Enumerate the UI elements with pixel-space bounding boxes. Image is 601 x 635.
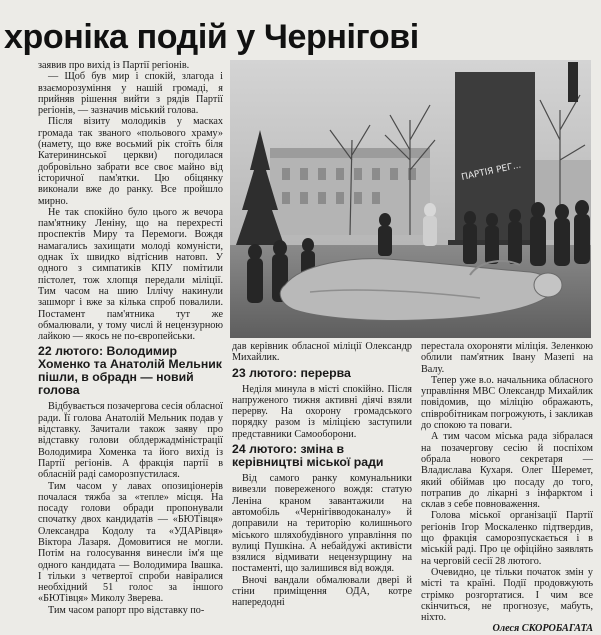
- paragraph: Тепер уже в.о. начальника обласного управління МВС Олександр Михайлик повідомив, що міліцію ображають, співробітникам погрожують, і закликав до спокою та поваги.: [421, 374, 593, 432]
- paragraph: перестала охороняти міліція. Зеленкою облили пам'ятник Івану Мазепі на Валу.: [421, 341, 593, 375]
- paragraph: Тим часом рапорт про відставку по-: [48, 604, 205, 616]
- column-3: [421, 341, 593, 635]
- news-photo: [230, 60, 591, 338]
- pedestal-graffiti: ПАРТІЯ РЕГ...: [460, 160, 523, 183]
- paragraph: Від самого ранку комунальники вивезли повереженого вождя: статую Леніна краном завантажили на автомобіль «Чернігівводоканалу» й доправили на територію колишнього міського шляхобудівного управління по вулиці Пушкіна. А небайдужі активісти взялися відмивати нецензурщину на постаменті, що залишився від вождя.: [232, 473, 412, 575]
- paragraph: Тим часом у лавах опозиціонерів почалася тяжба за «тепле» місця. На посаду голови обради пропонували спочатку двох кандидатів — «БЮТівця» Олександра Кодолу та «УДАРівця» Віктора Лазаря. Домовитися не могли. Потім на голосування винесли ім'я ще одного кандидата — Володимира Івашка. І тільки з четвертої спроби навіралися необхідний 51 голос за іншого «БЮТівця» Миколу Зверева.: [38, 480, 223, 605]
- paragraph: Відбувається позачергова сесія обласної ради. Її голова Анатолій Мельник подав у відставку. Зачитали також заяву про відставку голови облдержадміністрації Володимира Хоменка та його вихід із Партії регіонів. А фракція партії в обласній раді саморозпустилася.: [38, 401, 223, 481]
- column-2: [232, 341, 412, 609]
- paragraph: — Щоб був мир і спокій, злагода і взаєморозуміння у нашій громаді, я прийняв рішення вийти з рядів Партії регіонів, — зазначив міський голова.: [38, 71, 223, 117]
- paragraph: Після візиту молодиків у масках громада так званого «польового храму» (намету, що вже восьмий рік стоїть біля Катерининської церкви) погодилася добровільно забрати все своє майно від історичної пам'ятки. Цю обіцянку виконали вже до ранку. Все пройшло мирно.: [38, 116, 223, 207]
- page-headline: хроніка подій у Чернігові: [4, 18, 419, 56]
- toppled-lenin-monument-photo: [230, 60, 591, 338]
- paragraph: Вночі вандали обмалювали двері й стіни приміщення ОДА, котре напередодні: [232, 574, 412, 609]
- paragraph: Голова міської організації Партії регіонів Ігор Москаленко підтвердив, що фракція саморозпускається і в міській раді. Про це офіційно заявлять на черговій сесії 28 лютого.: [421, 510, 593, 567]
- paragraph: Неділя минула в місті спокійно. Після напруженого тижня активні діячі взяли перерву. На охорону громадського порядку разом із міліцією заступили представники Самооборони.: [232, 383, 412, 440]
- paragraph: Очевидно, це тільки початок змін у місті та країні. Події продовжують стрімко розгортатися. І чим все скінчиться, не прогнозує, мабуть, ніхто.: [421, 566, 593, 624]
- author-signature: Олеся СКОРОБАГАТА: [492, 623, 593, 635]
- paragraph: дав керівник обласної міліції Олександр Михайлик.: [232, 341, 412, 364]
- section-heading-feb-23: 23 лютого: перерва: [232, 365, 351, 380]
- column-1: [38, 60, 223, 616]
- section-heading-feb-22: 22 лютого: Володимир Хоменко та Анатолій Мельник пішли, в обрадн — новий голова: [38, 344, 222, 398]
- paragraph: Не так спокійно було цього ж вечора пам'ятнику Леніну, що на перехресті проспектів Миру та Перемоги. Вождя намагались захищати молоді комуністи, однак їх швидко відтіснив натовп. У одного з симпатиків КПУ помітили пістолет, тож хлопця передали міліції. Тим часом на шию Іллічу накинули зашморг і вже за кілька спроб повалили. Постамент пам'ятника тут же обмалювали, у тому числі й нецензурною лайкою — якось не по-європейськи.: [38, 206, 223, 343]
- section-heading-feb-24: 24 лютого: зміна в керівництві міської ради: [232, 442, 384, 470]
- paragraph: А тим часом міська рада зібралася на позачергову сесію й поспіхом обрала нового секретаря — Владислава Кухаря. Олег Шеремет, який обіймав цю посаду до того, потрапив до лікарні з інфарктом і склав з себе повноваження.: [421, 431, 593, 511]
- paragraph: заявив про вихід із Партії регіонів.: [38, 60, 190, 71]
